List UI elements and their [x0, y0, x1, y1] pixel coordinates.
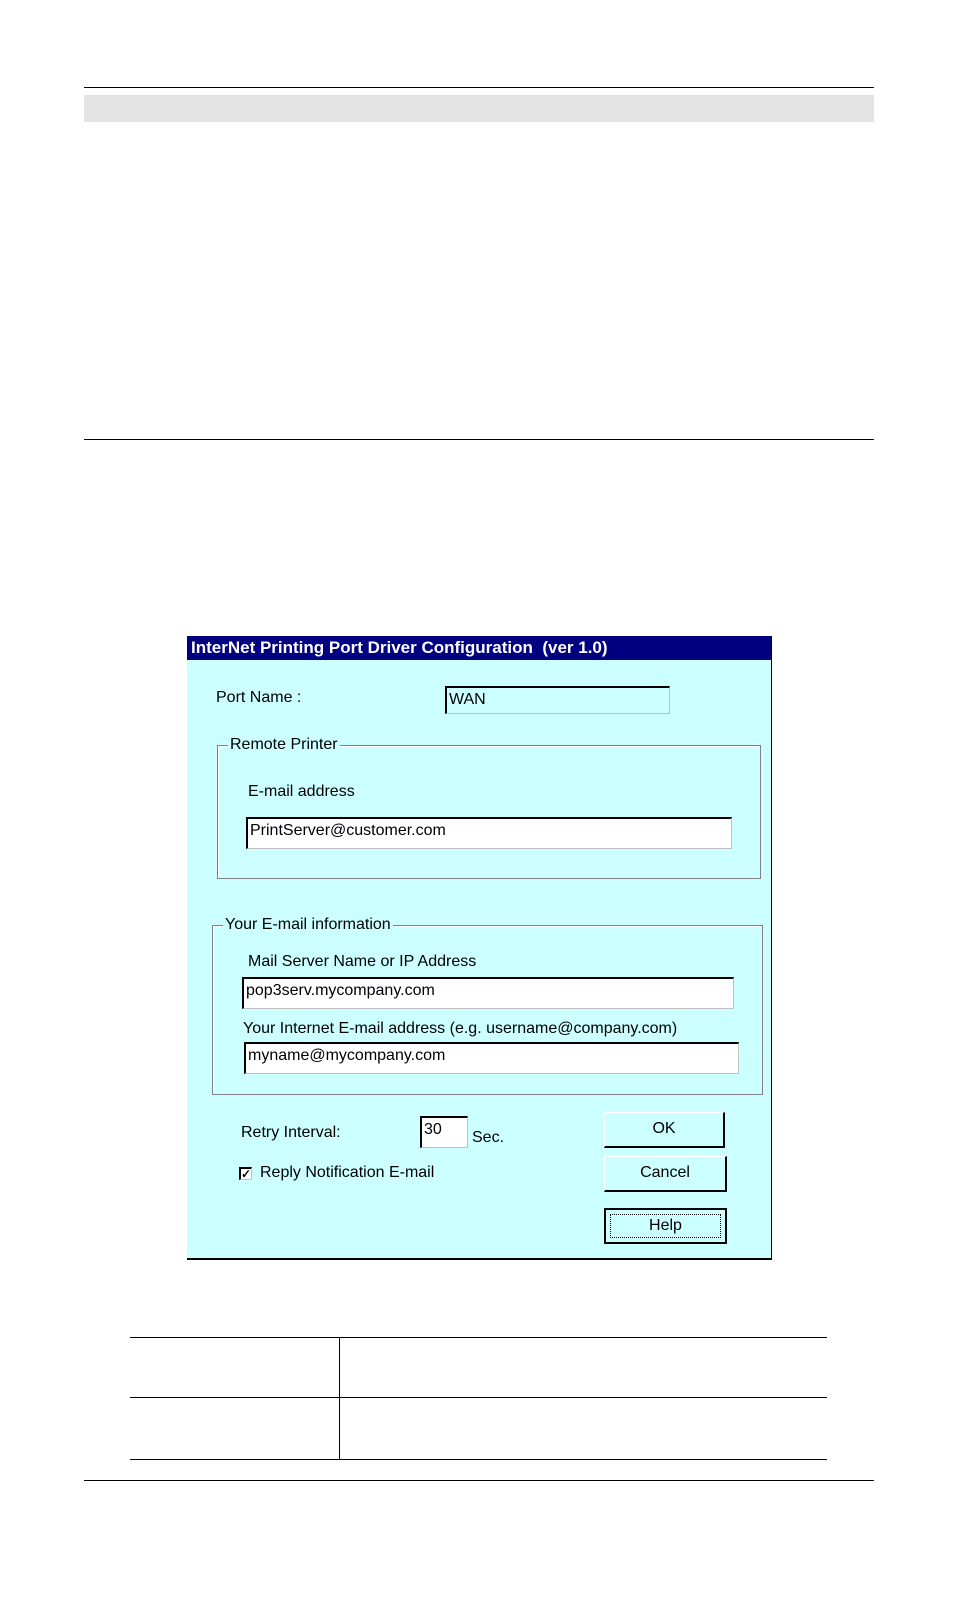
footer-rule — [84, 1480, 874, 1481]
retry-interval-label: Retry Interval: — [241, 1124, 341, 1141]
table-top-rule — [130, 1337, 827, 1338]
help-button-label: Help — [649, 1217, 682, 1234]
internet-email-label: Your Internet E-mail address (e.g. username@company.com) — [243, 1020, 678, 1037]
port-name-field[interactable]: WAN — [445, 686, 670, 714]
your-email-caption: Your E-mail information — [225, 916, 391, 933]
table-bottom-rule — [130, 1459, 827, 1460]
focus-rectangle — [610, 1214, 721, 1238]
mail-server-label: Mail Server Name or IP Address — [248, 953, 477, 970]
header-band — [84, 95, 874, 122]
remote-printer-caption: Remote Printer — [230, 736, 338, 753]
ok-button[interactable] — [604, 1112, 725, 1148]
cancel-button-label: Cancel — [640, 1164, 690, 1181]
section-rule — [84, 439, 874, 440]
header-rule — [84, 87, 874, 88]
checkmark-icon: ✓ — [241, 1167, 252, 1181]
remote-email-label: E-mail address — [248, 783, 355, 800]
dialog-title: InterNet Printing Port Driver Configuration (ver 1.0) — [187, 636, 771, 660]
table-column-divider — [339, 1337, 340, 1460]
help-button[interactable] — [604, 1208, 727, 1244]
reply-notification-label[interactable]: Reply Notification E-mail — [260, 1164, 435, 1181]
remote-email-field[interactable]: PrintServer@customer.com — [246, 817, 732, 849]
retry-interval-field[interactable]: 30 — [420, 1116, 468, 1148]
internet-email-field[interactable]: myname@mycompany.com — [244, 1042, 739, 1074]
ok-button-label: OK — [652, 1120, 676, 1137]
table-middle-rule — [130, 1397, 827, 1398]
retry-unit-label: Sec. — [472, 1129, 505, 1146]
remote-printer-group — [217, 745, 761, 879]
mail-server-field[interactable]: pop3serv.mycompany.com — [242, 977, 734, 1009]
reply-notification-checkbox[interactable] — [239, 1167, 252, 1180]
port-config-dialog — [187, 636, 772, 1260]
cancel-button[interactable] — [604, 1156, 727, 1192]
port-name-label: Port Name : — [216, 689, 302, 706]
